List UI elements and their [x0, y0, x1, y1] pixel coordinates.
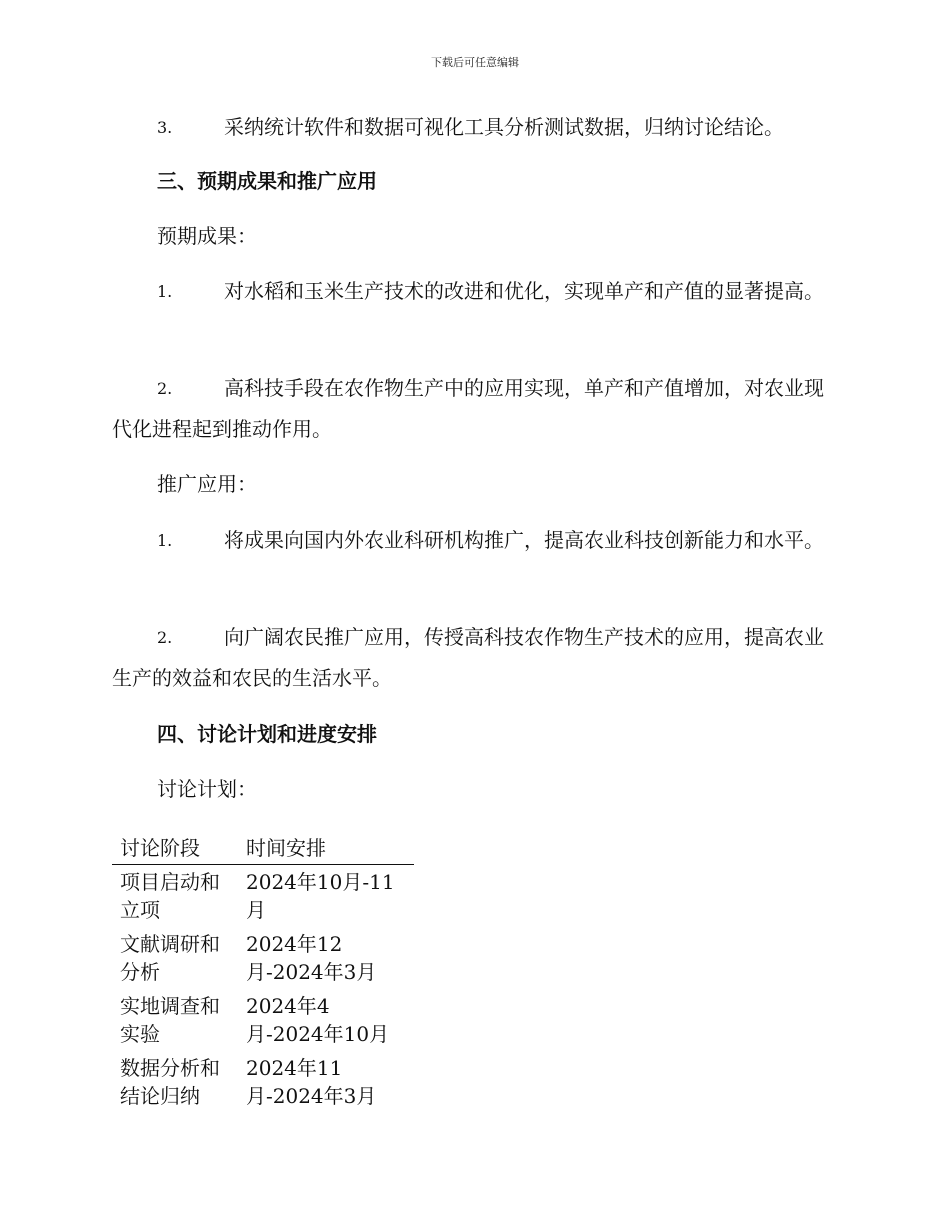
subsection-label: 讨论计划：	[157, 777, 257, 801]
table-cell: 实地调查和实验	[120, 994, 220, 1046]
list-text: 对水稻和玉米生产技术的改进和优化，实现单产和产值的显著提高。	[224, 279, 824, 303]
table-row	[112, 927, 414, 989]
list-number: 1.	[157, 282, 173, 301]
list-item	[112, 520, 834, 561]
section-heading: 三、预期成果和推广应用	[157, 169, 377, 193]
table-cell: 项目启动和立项	[120, 870, 220, 922]
schedule-table	[112, 832, 414, 1113]
list-text: 向广阔农民推广应用，传授高科技农作物生产技术的应用，提高农业生产的效益和农民的生活水平。	[112, 625, 824, 690]
table-row	[112, 865, 414, 928]
table-row	[112, 989, 414, 1051]
section-heading: 四、讨论计划和进度安排	[157, 722, 377, 746]
list-item	[112, 368, 834, 450]
list-item	[112, 271, 834, 312]
table-header-row	[112, 832, 414, 865]
table-cell: 文献调研和分析	[120, 932, 220, 984]
list-number: 2.	[157, 628, 173, 647]
table-row	[112, 1051, 414, 1113]
list-text: 将成果向国内外农业科研机构推广，提高农业科技创新能力和水平。	[224, 528, 824, 552]
list-number: 3.	[157, 118, 173, 137]
list-number: 1.	[157, 531, 173, 550]
subsection-label: 推广应用：	[157, 472, 257, 496]
table-cell: 2024年12月-2024年3月	[246, 932, 377, 984]
table-header-cell: 讨论阶段	[112, 832, 238, 865]
table-cell: 2024年11月-2024年3月	[246, 1056, 377, 1108]
list-text: 高科技手段在农作物生产中的应用实现，单产和产值增加，对农业现代化进程起到推动作用。	[112, 376, 824, 441]
page-header: 下载后可任意编辑	[431, 56, 519, 69]
list-item	[112, 617, 834, 699]
table-cell: 2024年4月-2024年10月	[246, 994, 390, 1046]
table-cell: 数据分析和结论归纳	[120, 1056, 220, 1108]
list-item	[112, 107, 834, 148]
list-number: 2.	[157, 379, 173, 398]
table-header-cell: 时间安排	[238, 832, 414, 865]
subsection-label: 预期成果：	[157, 224, 257, 248]
table-cell: 2024年10月-11月	[246, 870, 395, 922]
list-text: 采纳统计软件和数据可视化工具分析测试数据，归纳讨论结论。	[224, 115, 784, 139]
